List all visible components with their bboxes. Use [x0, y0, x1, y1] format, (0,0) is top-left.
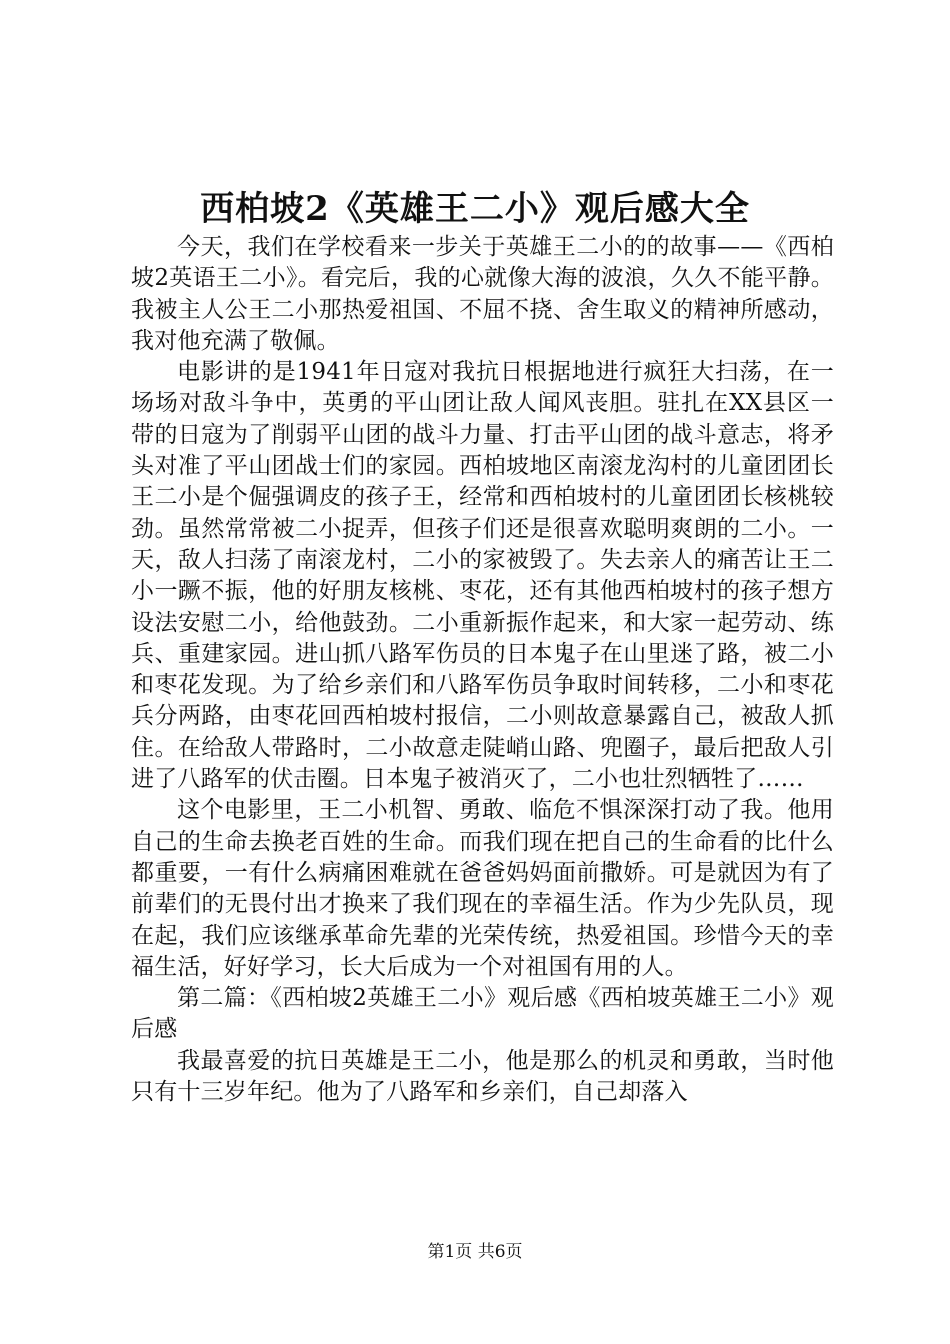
- document-title: 西柏坡2《英雄王二小》观后感大全: [200, 189, 750, 229]
- page-number-footer: 第1页 共6页: [427, 1242, 523, 1262]
- section-heading-second-article: 第二篇：《西柏坡2英雄王二小》观后感《西柏坡英雄王二小》观后感: [131, 985, 834, 1043]
- paragraph-3: 这个电影里，王二小机智、勇敢、临危不惧深深打动了我。他用自己的生命去换老百姓的生命。而我们现在把自己的生命看的比什么都重要，一有什么病痛困难就在爸爸妈妈面前撒娇。可是就因为有了前辈们的无畏付出才换来了我们现在的幸福生活。作为少先队员，现在起，我们应该继承革命先辈的光荣传统，热爱祖国。珍惜今天的幸福生活，好好学习，长大后成为一个对祖国有用的人。: [131, 797, 834, 980]
- paragraph-2: 电影讲的是1941年日寇对我抗日根据地进行疯狂大扫荡，在一场场对敌斗争中，英勇的平山团让敌人闻风丧胆。驻扎在XX县区一带的日寇为了削弱平山团的战斗力量、打击平山团的战斗意志，将矛头对准了平山团战士们的家园。西柏坡地区南滚龙沟村的儿童团团长王二小是个倔强调皮的孩子王，经常和西柏坡村的儿童团团长核桃较劲。虽然常常被二小捉弄，但孩子们还是很喜欢聪明爽朗的二小。一天，敌人扫荡了南滚龙村，二小的家被毁了。失去亲人的痛苦让王二小一蹶不振，他的好朋友核桃、枣花，还有其他西柏坡村的孩子想方设法安慰二小，给他鼓劲。二小重新振作起来，和大家一起劳动、练兵、重建家园。进山抓八路军伤员的日本鬼子在山里迷了路，被二小和枣花发现。为了给乡亲们和八路军伤员争取时间转移，二小和枣花兵分两路，由枣花回西柏坡村报信，二小则故意暴露自己，被敌人抓住。在给敌人带路时，二小故意走陡峭山路、兜圈子，最后把敌人引进了八路军的伏击圈。日本鬼子被消灭了，二小也壮烈牺牲了……: [131, 359, 834, 793]
- paragraph-1: 今天，我们在学校看来一步关于英雄王二小的的故事——《西柏坡2英语王二小》。看完后，我的心就像大海的波浪，久久不能平静。我被主人公王二小那热爱祖国、不屈不挠、舍生取义的精神所感动，我对他充满了敬佩。: [131, 234, 834, 354]
- document-body: [131, 232, 834, 1108]
- paragraph-5: 我最喜爱的抗日英雄是王二小，他是那么的机灵和勇敢，当时他只有十三岁年纪。他为了八路军和乡亲们，自己却落入: [131, 1047, 834, 1106]
